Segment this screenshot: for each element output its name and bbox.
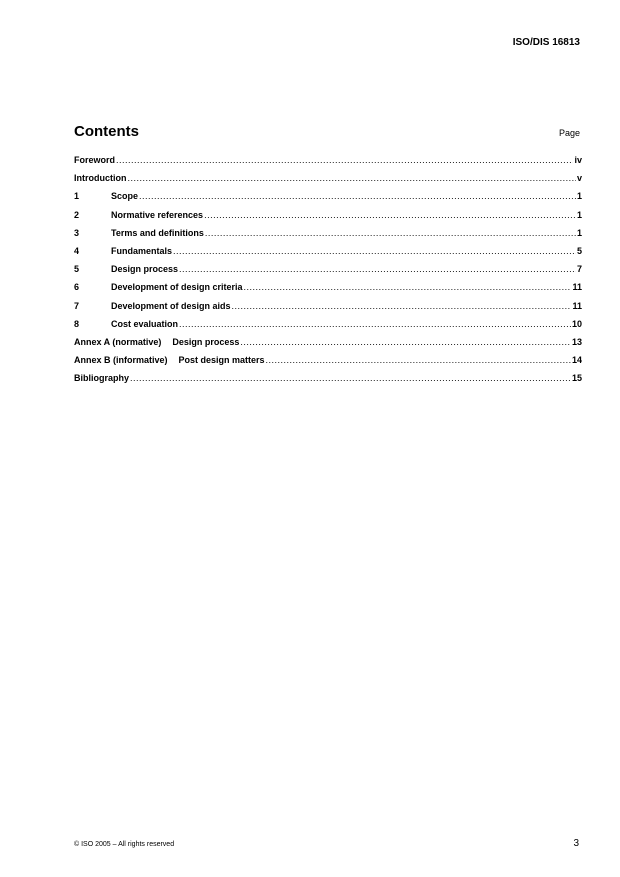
toc-entry[interactable] (74, 173, 582, 191)
toc-dot-leader (232, 301, 572, 311)
toc-entry-title: Terms and definitions (111, 227, 204, 238)
toc-dot-leader (266, 355, 571, 365)
toc-entry[interactable] (74, 228, 582, 246)
toc-entry[interactable] (74, 301, 582, 319)
toc-entry-title: Bibliography (74, 373, 130, 384)
toc-entry-title: Design process (172, 336, 240, 347)
toc-dot-leader (173, 246, 576, 256)
toc-entry[interactable] (74, 373, 582, 391)
toc-dot-leader (205, 228, 576, 238)
toc-entry-title: Cost evaluation (111, 318, 179, 329)
toc-entry[interactable] (74, 319, 582, 337)
toc-entry-title: Fundamentals (111, 245, 173, 256)
toc-entry-page: v (576, 173, 582, 184)
toc-entry[interactable] (74, 337, 582, 355)
toc-entry[interactable] (74, 282, 582, 300)
toc-entry[interactable] (74, 191, 582, 209)
toc-entry-page: 11 (572, 300, 582, 311)
toc-entry[interactable] (74, 355, 582, 373)
toc-entry-page: 5 (576, 245, 582, 256)
document-code: ISO/DIS 16813 (512, 37, 580, 48)
toc-entry-number: 5 (74, 264, 80, 275)
toc-entry[interactable] (74, 264, 582, 282)
toc-entry-title: Development of design aids (111, 300, 231, 311)
toc-entry-page: iv (574, 155, 582, 165)
toc-entry-title: Design process (111, 264, 179, 275)
toc-entry-number: 8 (74, 318, 80, 329)
toc-entry-title: Development of design criteria (111, 282, 243, 293)
toc-entry-number: 1 (74, 191, 80, 202)
toc-entry[interactable] (74, 210, 582, 228)
page-number: 3 (573, 838, 579, 849)
toc-entry-page: 13 (571, 336, 582, 347)
contents-header (74, 123, 580, 143)
copyright-notice: © ISO 2005 – All rights reserved (74, 841, 175, 848)
toc-entry-annex-label: Annex A (normative) (74, 336, 162, 347)
toc-dot-leader (130, 373, 571, 383)
toc-entry-title: Scope (111, 191, 139, 202)
toc-entry-page: 11 (572, 282, 582, 293)
toc-dot-leader (240, 337, 571, 347)
toc-dot-leader (139, 191, 576, 201)
toc-entry[interactable] (74, 155, 582, 173)
table-of-contents (74, 155, 582, 391)
toc-dot-leader (204, 210, 576, 220)
toc-entry-title: Normative references (111, 209, 204, 220)
toc-entry-title: Post design matters (178, 355, 265, 366)
toc-dot-leader (244, 282, 572, 292)
toc-entry-title: Foreword (74, 155, 116, 165)
toc-dot-leader (128, 173, 576, 183)
toc-dot-leader (179, 264, 576, 274)
toc-entry-number: 7 (74, 300, 80, 311)
toc-entry-page: 1 (576, 209, 582, 220)
toc-entry-number: 6 (74, 282, 80, 293)
toc-dot-leader (179, 319, 571, 329)
contents-title: Contents (74, 123, 139, 140)
toc-entry-annex-label: Annex B (informative) (74, 355, 168, 366)
toc-entry-title: Introduction (74, 173, 127, 184)
toc-entry-page: 1 (576, 227, 582, 238)
toc-entry-number: 4 (74, 245, 80, 256)
toc-entry[interactable] (74, 246, 582, 264)
toc-entry-page: 14 (571, 355, 582, 366)
toc-entry-number: 2 (74, 209, 80, 220)
toc-entry-page: 15 (571, 373, 582, 384)
toc-dot-leader (116, 155, 573, 165)
toc-entry-page: 1 (576, 191, 582, 202)
page-column-label: Page (558, 128, 580, 138)
toc-entry-number: 3 (74, 227, 80, 238)
toc-entry-page: 10 (571, 318, 582, 329)
toc-entry-page: 7 (576, 264, 582, 275)
